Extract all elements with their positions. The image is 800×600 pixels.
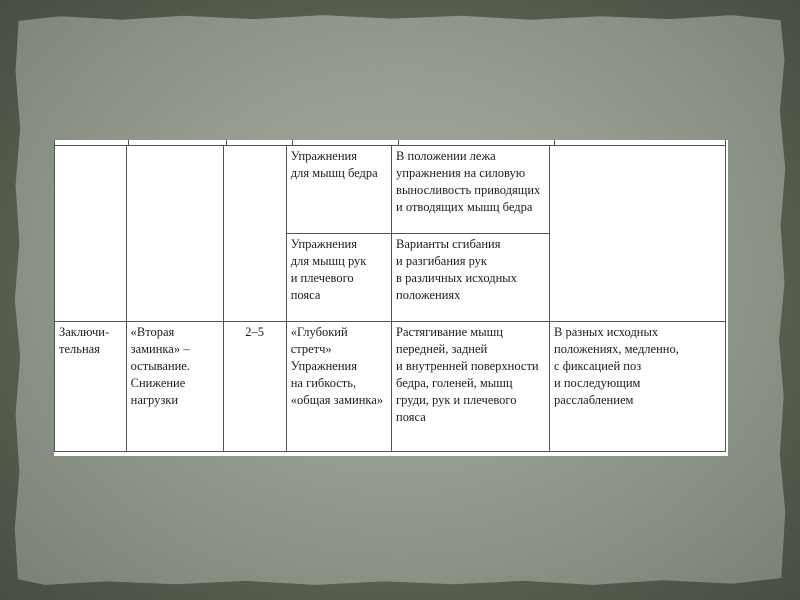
table-cell: Упражнения для мышц рук и плечевого пояса — [286, 234, 391, 322]
table-cell — [55, 146, 127, 322]
table-cell: «Глубокий стретч» Упражнения на гибкость, «общая заминка» — [286, 322, 391, 452]
table-cell: В положении лежа упражнения на силовую выносливость приводящих и отводящих мышц бедра — [392, 146, 550, 234]
exercise-table — [54, 145, 726, 452]
document-table-image — [54, 140, 728, 456]
table-cell: Заключи- тельная — [55, 322, 127, 452]
table-row — [55, 146, 726, 234]
table-cell — [223, 146, 286, 322]
table-cell: 2–5 — [223, 322, 286, 452]
table-cell: В разных исходных положениях, медленно, с фиксацией поз и последующим расслаблением — [550, 322, 726, 452]
table-cell — [550, 146, 726, 322]
table-cell: Варианты сгибания и разгибания рук в различных исходных положениях — [392, 234, 550, 322]
table-cell: «Вторая заминка» – остывание. Снижение нагрузки — [126, 322, 223, 452]
table-row — [55, 322, 726, 452]
table-cell — [126, 146, 223, 322]
table-cell: Упражнения для мышц бедра — [286, 146, 391, 234]
table-cell: Растягивание мышц передней, задней и внутренней поверхности бедра, голеней, мышц груди, рук и плечевого пояса — [392, 322, 550, 452]
